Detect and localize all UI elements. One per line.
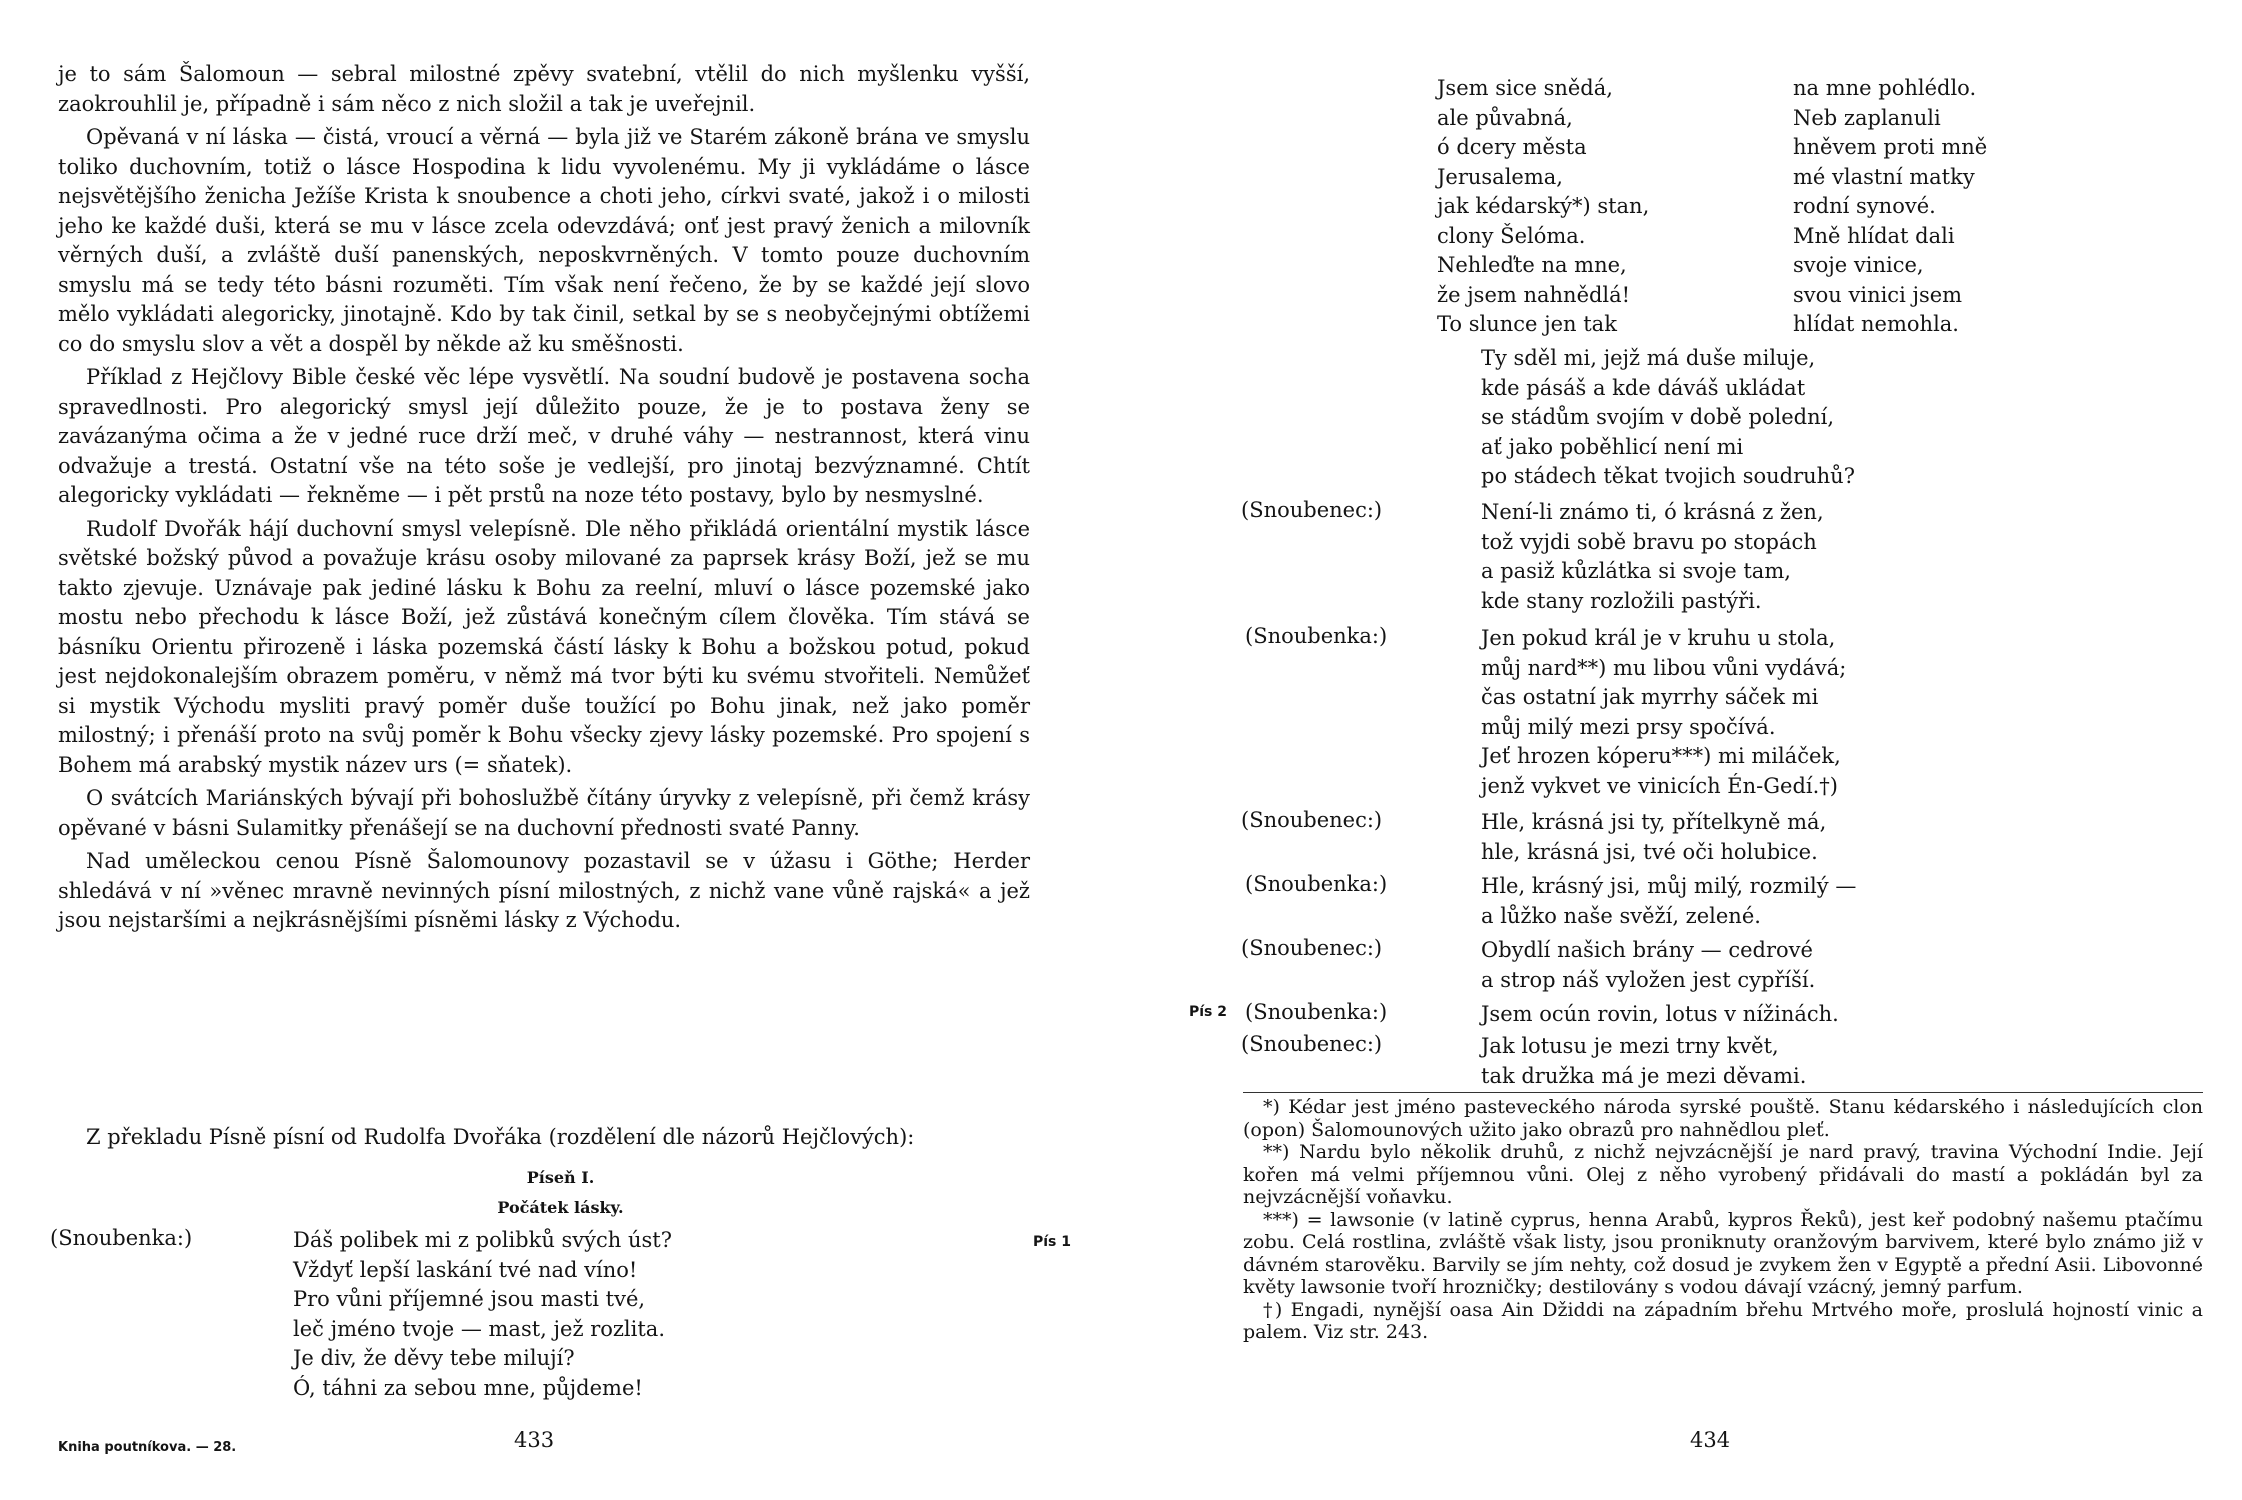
verse-line: svoje vinice, [1793, 253, 1924, 277]
footnote: *) Kédar jest jméno pasteveckého národa syrské pouště. Stanu kédarského i následujících clon (opon) Šalomounových užito jako obrazů pro nahnědlou pleť. [1243, 1096, 2203, 1141]
translation-intro: Z překladu Písně písní od Rudolfa Dvořáka (rozdělení dle názorů Hejčlových): [86, 1125, 915, 1149]
verse-block [1481, 624, 1846, 801]
verse-line: Jeť hrozen kóperu***) mi miláček, [1481, 744, 1841, 768]
verse-line: svou vinici jsem [1793, 282, 1963, 307]
verse-block [1481, 808, 1826, 867]
verse-line: tak družka má je mezi děvami. [1481, 1063, 1807, 1088]
verse-line: hle, krásná jsi, tvé oči holubice. [1481, 839, 1818, 864]
page-number: 433 [514, 1428, 555, 1452]
footnote: †) Engadi, nynější oasa Ain Džiddi na západním břehu Mrtvého moře, proslulá hojností vinic a palem. Viz str. 243. [1243, 1298, 2203, 1343]
verse-column-right [1793, 74, 1987, 340]
verse-line: že jsem nahnědlá! [1437, 282, 1631, 307]
verse-line: a strop náš vyložen jest cypříší. [1481, 967, 1816, 992]
verse-line: Hle, krásný jsi, můj milý, rozmilý — [1481, 874, 1857, 898]
verse-line: leč jméno tvoje — mast, jež rozlita. [293, 1316, 666, 1341]
verse-line: můj milý mezi prsy spočívá. [1481, 714, 1776, 739]
margin-reference: Pís 1 [1033, 1234, 1072, 1250]
margin-reference: Pís 2 [1189, 1004, 1228, 1020]
verse-line: můj nard**) mu libou vůni vydává; [1481, 655, 1847, 680]
verse-line: kde stany rozložili pastýři. [1481, 588, 1762, 613]
verse-line: Není-li známo ti, ó krásná z žen, [1481, 500, 1824, 524]
verse-block [1481, 936, 1815, 995]
page-number: 434 [1690, 1428, 1731, 1452]
verse-line: Obydlí našich brány — cedrové [1481, 938, 1813, 962]
verse-line: rodní synové. [1793, 194, 1936, 218]
verse-block [293, 1226, 672, 1403]
verse-line: a lůžko naše svěží, zelené. [1481, 903, 1761, 928]
verse-line: Jsem ocún rovin, lotus v nížinách. [1481, 1002, 1839, 1026]
right-page [1121, 0, 2242, 1500]
verse-line: Vždyť lepší laskání tvé nad víno! [293, 1257, 638, 1282]
verse-line: ale půvabná, [1437, 105, 1573, 130]
footnote: **) Nardu bylo několik druhů, z nichž nejvzácnější je nard pravý, travina Východní Indie. Její kořen má velmi příjemnou vůni. Olej z něho vyrobený přidávali do mastí a pokládán byl za nejvzácnější voňavku. [1243, 1141, 2203, 1208]
verse-block [1481, 1000, 1839, 1030]
verse-column-left [1437, 74, 1649, 340]
verse-line: To slunce jen tak [1437, 312, 1617, 336]
prose-body [58, 60, 1030, 940]
verse-line: hněvem proti mně [1793, 135, 1988, 159]
verse-line: hlídat nemohla. [1793, 312, 1959, 336]
verse-line: Ty sděl mi, jejž má duše miluje, [1481, 346, 1816, 370]
verse-line: Pro vůni příjemné jsou masti tvé, [293, 1287, 646, 1311]
verse-line: mé vlastní matky [1793, 164, 1975, 189]
song-subheading: Počátek lásky. [497, 1198, 624, 1217]
paragraph: O svátcích Mariánských bývají při bohoslužbě čítány úryvky z velepísně, při čemž krásy opěvané v básni Sulamitky přenášejí se na duchovní přednosti svaté Panny. [58, 786, 1030, 840]
verse-line: Ó, táhni za sebou mne, půjdeme! [293, 1375, 643, 1400]
paragraph: Opěvaná v ní láska — čistá, vroucí a věrná — byla již ve Starém zákoně brána ve smyslu toliko duchovním, totiž o lásce Hospodina k lidu vyvolenému. My ji vykládáme o lásce nejsvětějšího ženicha Ježíše Krista k snoubence a choti jeho, církvi svaté, jakož i o milosti jeho ke každé duši, která se mu v lásce zcela odevzdává; onť jest pravý ženich a milovník věrných duší, a zvláště duší panenských, neposkvrněných. V tomto pouze duchovním smyslu má se tedy této básni rozuměti. Tím však není řečeno, že by se každé její slovo mělo vykládati alegoricky, jinotajně. Kdo by tak činil, setkal by se s neobyčejnými obtížemi co do smyslu slov a vět a dospěl by někde až ku směšnosti. [58, 125, 1030, 356]
footnote-divider [1243, 1092, 2203, 1093]
verse-line: ó dcery města [1437, 135, 1587, 159]
verse-line: a pasiž kůzlátka si svoje tam, [1481, 559, 1791, 583]
speaker-label: (Snoubenka:) [50, 1226, 193, 1250]
verse-line: čas ostatní jak myrrhy sáček mi [1481, 685, 1819, 709]
verse-line: tož vyjdi sobě bravu po stopách [1481, 529, 1817, 554]
verse-line: Je div, že děvy tebe milují? [293, 1346, 575, 1370]
speaker-label: (Snoubenec:) [1241, 808, 1383, 832]
speaker-label: (Snoubenka:) [1245, 872, 1388, 896]
verse-line: Dáš polibek mi z polibků svých úst? [293, 1228, 672, 1252]
speaker-label: (Snoubenec:) [1241, 936, 1383, 960]
song-heading: Píseň I. [526, 1168, 595, 1187]
paragraph: Příklad z Hejčlovy Bible české věc lépe vysvětlí. Na soudní budově je postavena socha spravedlnosti. Pro alegorický smysl její důležito pouze, že je to postava ženy se zavázanýma očima a že v jedné ruce drží meč, v druhé váhy — nestrannost, která vinu odvažuje a trestá. Ostatní vše na této soše je vedlejší, pro jinotaj bezvýznamné. Chtít alegoricky vykládati — řekněme — i pět prstů na noze této postavy, bylo by nesmyslné. [58, 365, 1030, 507]
verse-line: clony Šelóma. [1437, 223, 1586, 248]
verse-line: Nehleďte na mne, [1437, 253, 1627, 277]
verse-block [1481, 872, 1856, 931]
verse-line: jak kédarský*) stan, [1437, 194, 1650, 218]
paragraph: je to sám Šalomoun — sebral milostné zpěvy svatební, vtělil do nich myšlenku vyšší, zaokrouhlil je, případně i sám něco z nich složil a tak je uveřejnil. [58, 62, 1030, 116]
paragraph: Nad uměleckou cenou Písně Šalomounovy pozastavil se v úžasu i Göthe; Herder shledává v ní »věnec mravně nevinných písní milostných, z nichž vane vůně rajská« a jež jsou nejstaršími a nejkrásnějšími písněmi lásky z Východu. [58, 849, 1030, 932]
verse-line: Mně hlídat dali [1793, 223, 1955, 248]
verse-line: kde pásáš a kde dáváš ukládat [1481, 375, 1806, 400]
verse-block [1481, 498, 1824, 616]
verse-line: Jerusalema, [1437, 164, 1563, 189]
verse-block [1481, 344, 1855, 492]
verse-line: ať jako poběhlicí není mi [1481, 434, 1744, 459]
verse-line: jenž vykvet ve vinicích Én-Gedí.†) [1481, 773, 1838, 798]
paragraph: Rudolf Dvořák hájí duchovní smysl velepísně. Dle něho přikládá orientální mystik lásce světské božský původ a považuje krásu osoby milované za paprsek krásy Boží, jež se mu takto zjevuje. Uznávaje pak jediné lásku k Bohu za reelní, mluví o lásce pozemské jako mostu nebo přechodu k lásce Boží, jež zůstává konečným cílem člověka. Tím stává se básníku Orientu přirozeně i láska pozemská částí lásky k Bohu a božskou potud, pokud jest nejdokonalejším obrazem poměru, v němž má tvor býti ku svému stvořiteli. Nemůžeť si mystik Východu mysliti pravý poměr duše toužící po Bohu jinak, než jako poměr milostný; i přenáší proto na svůj poměr k Bohu všecky zjevy lásky pozemské. Pro spojení s Bohem má arabský mystik název urs (= sňatek). [58, 516, 1030, 777]
verse-line: Neb zaplanuli [1793, 105, 1941, 130]
speaker-label: (Snoubenec:) [1241, 498, 1383, 522]
verse-line: Hle, krásná jsi ty, přítelkyně má, [1481, 810, 1827, 834]
verse-line: Jak lotusu je mezi trny květ, [1481, 1034, 1779, 1058]
verse-line: se stádům svojím v době polední, [1481, 405, 1835, 429]
verse-line: Jsem sice snědá, [1437, 76, 1613, 100]
speaker-label: (Snoubenka:) [1245, 1000, 1388, 1024]
verse-line: na mne pohlédlo. [1793, 76, 1977, 100]
speaker-label: (Snoubenka:) [1245, 624, 1388, 648]
verse-block [1481, 1032, 1806, 1091]
page-footer: Kniha poutníkova. — 28. [58, 1440, 237, 1455]
speaker-label: (Snoubenec:) [1241, 1032, 1383, 1056]
verse-line: po stádech těkat tvojich soudruhů? [1481, 464, 1855, 488]
verse-line: Jen pokud král je v kruhu u stola, [1481, 626, 1836, 650]
footnotes [1243, 1096, 2203, 1344]
footnote: ***) = lawsonie (v latině cyprus, henna Arabů, kypros Řeků), jest keř podobný našemu ptačímu zobu. Celá rostlina, zvláště však listy, jsou proniknuty oranžovým barvivem, které bylo známo již v dávném starověku. Barvily se jím nehty, což dosud je zvykem žen v Egyptě a přední Asii. Libovonné květy lawsonie tvoří hrozničky; destilovány s vodou dávají vzácný, jemný parfum. [1243, 1208, 2203, 1298]
